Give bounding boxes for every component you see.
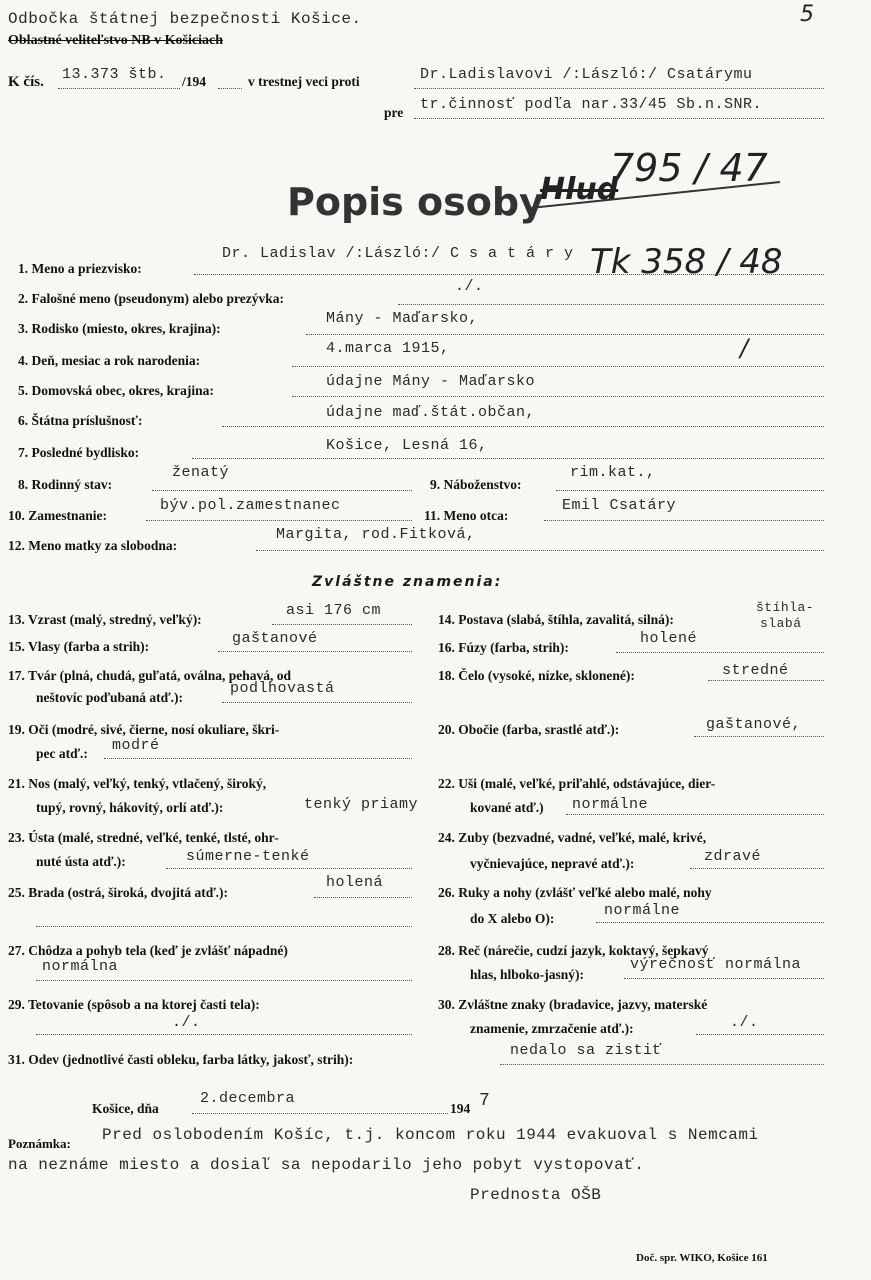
value-mouth: súmerne-tenké (186, 848, 310, 865)
label-domicile: 5. Domovská obec, okres, krajina: (18, 383, 214, 398)
value-limbs: normálne (604, 902, 681, 919)
value-face: podlhovastá (230, 680, 335, 697)
label-birthplace: 3. Rodisko (miesto, okres, krajina): (18, 321, 221, 336)
label-gait: 27. Chôdza a pohyb tela (keď je zvlášť nápadné) (8, 943, 288, 958)
pre-label: pre (384, 105, 404, 120)
corner-mark: 5 (800, 2, 814, 27)
value-occupation: býv.pol.zamestnanec (160, 497, 341, 514)
label-mouth-1: 23. Ústa (malé, stredné, veľké, tenké, tlsté, ohr- (8, 830, 279, 845)
date-label: Košice, dňa (92, 1101, 159, 1116)
note-label: Poznámka: (8, 1136, 71, 1151)
label-limbs-2: do X alebo O): (470, 911, 555, 926)
value-hair: gaštanové (232, 630, 318, 647)
label-teeth-2: vyčnievajúce, nepravé atď.): (470, 856, 635, 871)
stamp-strike-line (530, 170, 790, 220)
label-limbs-1: 26. Ruky a nohy (zvlášť veľké alebo malé, nohy (438, 885, 712, 900)
value-clothing: nedalo sa zistiť (510, 1042, 663, 1059)
label-hair: 15. Vlasy (farba a strih): (8, 639, 150, 654)
value-build-1: štíhla- (756, 600, 815, 615)
label-speech-1: 28. Reč (nárečie, cudzí jazyk, koktavý, šepkavý (438, 943, 709, 958)
value-mother: Margita, rod.Fitková, (276, 526, 476, 543)
value-last-residence: Košice, Lesná 16, (326, 437, 488, 454)
label-nose-1: 21. Nos (malý, veľký, tenký, vtlačený, široký, (8, 776, 267, 791)
year-prefix: /194 (182, 74, 207, 89)
value-birthdate: 4.marca 1915, (326, 340, 450, 357)
page-title: Popis osoby (287, 180, 544, 224)
label-last-residence: 7. Posledné bydlisko: (18, 445, 140, 460)
k-number-label: K čís. (8, 74, 44, 90)
label-father: 11. Meno otca: (424, 508, 509, 523)
label-special-features-2: znamenie, zmrzačenie atď.): (470, 1021, 634, 1036)
struck-stamp: Hlud (540, 172, 619, 207)
value-religion: rim.kat., (570, 464, 656, 481)
value-name: Dr. Ladislav /:László:/ C s a t á r y (222, 245, 574, 262)
value-chin: holená (326, 874, 384, 891)
value-speech: výrečnosť normálna (630, 956, 802, 973)
tick-mark: / (740, 334, 749, 362)
label-tattoo: 29. Tetovanie (spôsob a na ktorej časti tela): (8, 997, 260, 1012)
value-nose: tenký priamy (304, 796, 419, 813)
value-pseudonym: ./. (455, 278, 484, 295)
value-tattoo: ./. (172, 1014, 201, 1031)
value-eyebrows: gaštanové, (706, 716, 802, 733)
label-eyebrows: 20. Obočie (farba, srastlé atď.): (438, 722, 620, 737)
label-mouth-2: nuté ústa atď.): (36, 854, 126, 869)
label-chin: 25. Brada (ostrá, široká, dvojitá atď.): (8, 885, 229, 900)
section-title-special-marks: Zvláštne znamenia: (312, 574, 503, 590)
value-forehead: stredné (722, 662, 789, 679)
value-ears: normálne (572, 796, 649, 813)
case-label: v trestnej veci proti (248, 74, 360, 89)
date-value: 2.decembra (200, 1090, 296, 1107)
label-eyes-1: 19. Oči (modré, sivé, čierne, nosí okuliare, škri- (8, 722, 280, 737)
value-eyes: modré (112, 737, 160, 754)
value-teeth: zdravé (704, 848, 762, 865)
label-name: 1. Meno a priezvisko: (18, 261, 142, 276)
label-occupation: 10. Zamestnanie: (8, 508, 107, 523)
print-mark: Doč. spr. WIKO, Košice 161 (636, 1252, 768, 1264)
value-build-2: slabá (760, 616, 802, 631)
value-birthplace: Mány - Maďarsko, (326, 310, 479, 327)
struck-office-name: Oblastné veliteľstvo NB v Košiciach (8, 33, 223, 48)
value-gait: normálna (42, 958, 119, 975)
case-against: Dr.Ladislavovi /:László:/ Csatárymu (420, 66, 753, 83)
handwritten-tk-number: Tk 358 / 48 (590, 242, 783, 282)
value-marital-status: ženatý (172, 464, 230, 481)
label-build: 14. Postava (slabá, štíhla, zavalitá, silná): (438, 612, 674, 627)
label-ears-2: kované atď.) (470, 800, 544, 815)
note-line-1: Pred oslobodením Košíc, t.j. koncom roku 1944 evakuoval s Nemcami (102, 1126, 759, 1144)
case-for: tr.činnosť podľa nar.33/45 Sb.n.SNR. (420, 96, 763, 113)
value-mustache: holené (640, 630, 698, 647)
value-domicile: údajne Mány - Maďarsko (326, 373, 536, 390)
label-speech-2: hlas, hlboko-jasný): (470, 967, 585, 982)
label-nose-2: tupý, rovný, hákovitý, orlí atď.): (36, 800, 224, 815)
label-face-2: neštovíc poďubaná atď.): (36, 690, 183, 705)
k-number-value: 13.373 štb. (62, 66, 167, 83)
label-citizenship: 6. Štátna príslušnosť: (18, 413, 143, 428)
office-name: Odbočka štátnej bezpečnosti Košice. (8, 10, 362, 28)
label-face-1: 17. Tvár (plná, chudá, guľatá, oválna, pehavá, od (8, 668, 292, 683)
label-special-features-1: 30. Zvláštne znaky (bradavice, jazvy, materské (438, 997, 708, 1012)
label-eyes-2: pec atď.: (36, 746, 88, 761)
label-teeth-1: 24. Zuby (bezvadné, vadné, veľké, malé, krivé, (438, 830, 707, 845)
label-forehead: 18. Čelo (vysoké, nízke, sklonené): (438, 668, 635, 683)
label-ears-1: 22. Uši (malé, veľké, priľahlé, odstávajúce, dier- (438, 776, 716, 791)
value-special-features: ./. (730, 1014, 759, 1031)
label-marital-status: 8. Rodinný stav: (18, 477, 113, 492)
value-father: Emil Csatáry (562, 497, 677, 514)
value-height: asi 176 cm (286, 602, 382, 619)
label-religion: 9. Náboženstvo: (430, 477, 522, 492)
label-clothing: 31. Odev (jednotlivé časti obleku, farba látky, jakosť, strih): (8, 1052, 354, 1067)
label-mother: 12. Meno matky za slobodna: (8, 538, 178, 553)
value-citizenship: údajne maď.štát.občan, (326, 404, 536, 421)
note-line-2: na neznáme miesto a dosiaľ sa nepodarilo jeho pobyt vystopovať. (8, 1156, 645, 1174)
label-mustache: 16. Fúzy (farba, strih): (438, 640, 569, 655)
year-label: 194 (450, 1101, 471, 1116)
label-height: 13. Vzrast (malý, stredný, veľký): (8, 612, 202, 627)
handwritten-file-number: 795 / 47 (610, 146, 768, 190)
label-pseudonym: 2. Falošné meno (pseudonym) alebo prezývka: (18, 291, 285, 306)
signature: Prednosta OŠB (470, 1186, 602, 1204)
label-birthdate: 4. Deň, mesiac a rok narodenia: (18, 353, 201, 368)
year-digit: 7 (479, 1091, 491, 1111)
